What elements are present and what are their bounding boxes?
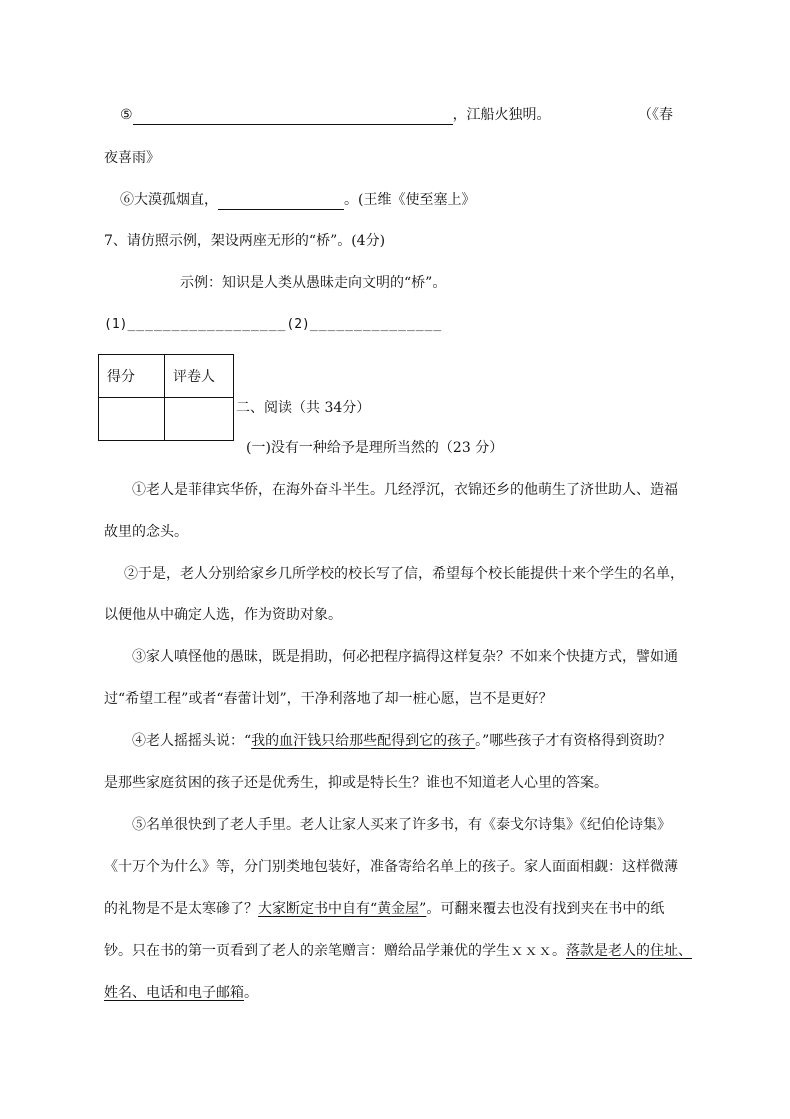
underlined-phrase: 落款是老人的住址、 <box>566 943 692 959</box>
paragraph-text: 。 <box>244 985 258 1001</box>
section-2-title: 二、阅读（共 34分） <box>236 400 371 416</box>
answer-blank[interactable] <box>133 110 453 125</box>
paragraph-5-line-3 <box>104 899 664 919</box>
score-cell[interactable] <box>99 398 165 441</box>
underlined-phrase: 大家断定书中自有“黄金屋” <box>258 901 427 917</box>
paragraph-text: ④老人摇摇头说：“ <box>132 733 252 749</box>
question-7-title: 7、请仿照示例，架设两座无形的“桥”。(4分) <box>104 233 386 249</box>
poem-text: 。(王维《使至塞上》 <box>344 192 476 208</box>
poem-source-a: （《春 <box>638 107 673 123</box>
answer-blank[interactable] <box>218 195 344 210</box>
paragraph-5-line-1: ⑤名单很快到了老人手里。老人让家人买来了许多书，有《泰戈尔诗集》《纪伯伦诗集》 <box>132 817 671 833</box>
poem-source-b: 夜喜雨》 <box>104 150 160 166</box>
circled-number: ⑤ <box>120 107 133 123</box>
paragraph-3-line-2: 过“希望工程”或者“春蕾计划”，干净利落地了却一桩心愿，岂不是更好？ <box>104 691 553 707</box>
poem-line-6 <box>120 190 475 210</box>
poem-text: ，江船火独明。 <box>452 107 551 123</box>
underlined-phrase: 姓名、电话和电子邮箱 <box>104 985 244 1001</box>
score-table <box>98 354 234 441</box>
section-2-subtitle: (一)没有一种给予是理所当然的（23 分） <box>246 440 504 456</box>
paragraph-1-line-1: ①老人是菲律宾华侨，在海外奋斗半生。几经浮沉，衣锦还乡的他萌生了济世助人、造福 <box>132 482 678 498</box>
paragraph-1-line-2: 故里的念头。 <box>104 524 188 540</box>
answer-1-label: (1) <box>104 317 128 332</box>
score-header: 得分 <box>99 355 165 398</box>
answer-1-blank[interactable]: __________________ <box>127 317 287 332</box>
answer-2-blank[interactable]: _______________ <box>309 317 443 332</box>
paragraph-5-line-4 <box>104 941 692 961</box>
question-7-example: 示例：知识是人类从愚昧走向文明的“桥”。 <box>180 275 447 291</box>
poem-line-5 <box>120 105 551 125</box>
paragraph-text: 。”哪些孩子才有资格得到资助？ <box>475 733 672 749</box>
paragraph-text: 钞。只在书的第一页看到了老人的亲笔赠言：赠给品学兼优的学生ｘｘｘ。 <box>104 943 566 959</box>
poem-text: ⑥大漠孤烟直， <box>120 192 218 208</box>
paragraph-4-line-2: 是那些家庭贫困的孩子还是优秀生，抑或是特长生？谁也不知道老人心里的答案。 <box>104 775 608 791</box>
grader-header: 评卷人 <box>165 355 234 398</box>
paragraph-5-line-2: 《十万个为什么》等，分门别类地包装好，准备寄给名单上的孩子。家人面面相觑：这样微薄 <box>104 859 678 875</box>
paragraph-4-line-1 <box>132 731 671 751</box>
answer-2-label: (2) <box>286 317 310 332</box>
paragraph-2-line-1: ②于是，老人分别给家乡几所学校的校长写了信，希望每个校长能提供十来个学生的名单， <box>124 566 684 582</box>
paragraph-5-line-5 <box>104 983 258 1003</box>
underlined-quote: 我的血汗钱只给那些配得到它的孩子 <box>251 733 476 749</box>
paragraph-text: 的礼物是不是太寒碜了？ <box>104 901 258 917</box>
paragraph-2-line-2: 以便他从中确定人选，作为资助对象。 <box>104 607 342 623</box>
paragraph-3-line-1: ③家人嗔怪他的愚昧，既是捐助，何必把程序搞得这样复杂？不如来个快捷方式，譬如通 <box>132 649 678 665</box>
paragraph-text: 。可翻来覆去也没有找到夹在书中的纸 <box>426 901 665 917</box>
grader-cell[interactable] <box>165 398 234 441</box>
question-7-answers <box>104 315 442 335</box>
